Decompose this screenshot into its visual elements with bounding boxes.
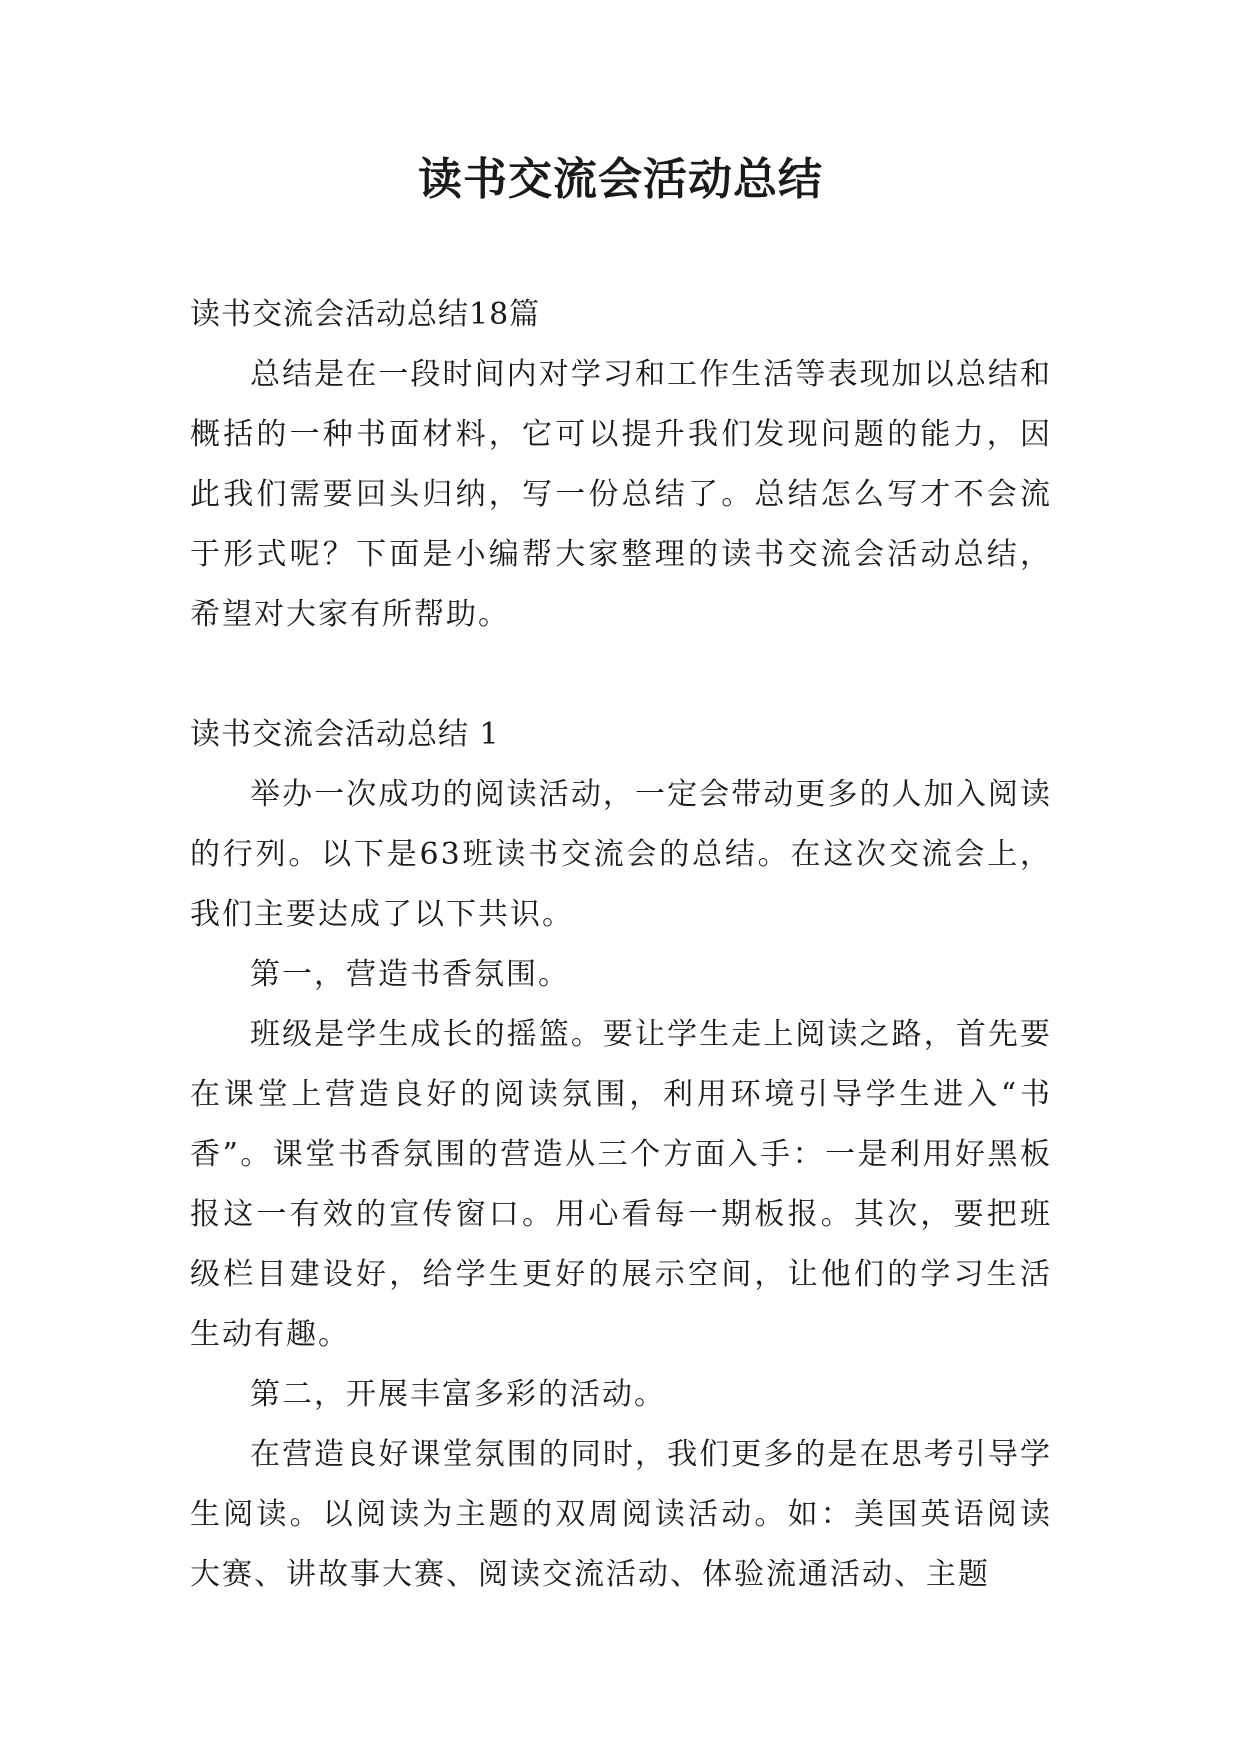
section-spacer bbox=[190, 645, 1052, 705]
paragraph: 举办一次成功的阅读活动，一定会带动更多的人加入阅读的行列。以下是63班读书交流会的总结。在这次交流会上，我们主要达成了以下共识。 bbox=[190, 777, 1052, 932]
paragraph: 在营造良好课堂氛围的同时，我们更多的是在思考引导学生阅读。以阅读为主题的双周阅读活动。如：美国英语阅读大赛、讲故事大赛、阅读交流活动、体验流通活动、主题 bbox=[190, 1437, 1052, 1592]
paragraph: 第二，开展丰富多彩的活动。 bbox=[250, 1377, 666, 1412]
document-body bbox=[190, 285, 1052, 1605]
document-subtitle: 读书交流会活动总结18篇 bbox=[190, 297, 541, 332]
document-title: 读书交流会活动总结 bbox=[418, 154, 823, 205]
paragraph: 第一，营造书香氛围。 bbox=[250, 957, 570, 992]
paragraph: 班级是学生成长的摇篮。要让学生走上阅读之路，首先要在课堂上营造良好的阅读氛围，利用环境引导学生进入“书香”。课堂书香氛围的营造从三个方面入手：一是利用好黑板报这一有效的宣传窗口。用心看每一期板报。其次，要把班级栏目建设好，给学生更好的展示空间，让他们的学习生活生动有趣。 bbox=[190, 1017, 1052, 1352]
intro-paragraph: 总结是在一段时间内对学习和工作生活等表现加以总结和概括的一种书面材料，它可以提升我们发现问题的能力，因此我们需要回头归纳，写一份总结了。总结怎么写才不会流于形式呢？下面是小编帮大家整理的读书交流会活动总结，希望对大家有所帮助。 bbox=[190, 357, 1052, 632]
section-heading: 读书交流会活动总结 1 bbox=[190, 717, 500, 752]
